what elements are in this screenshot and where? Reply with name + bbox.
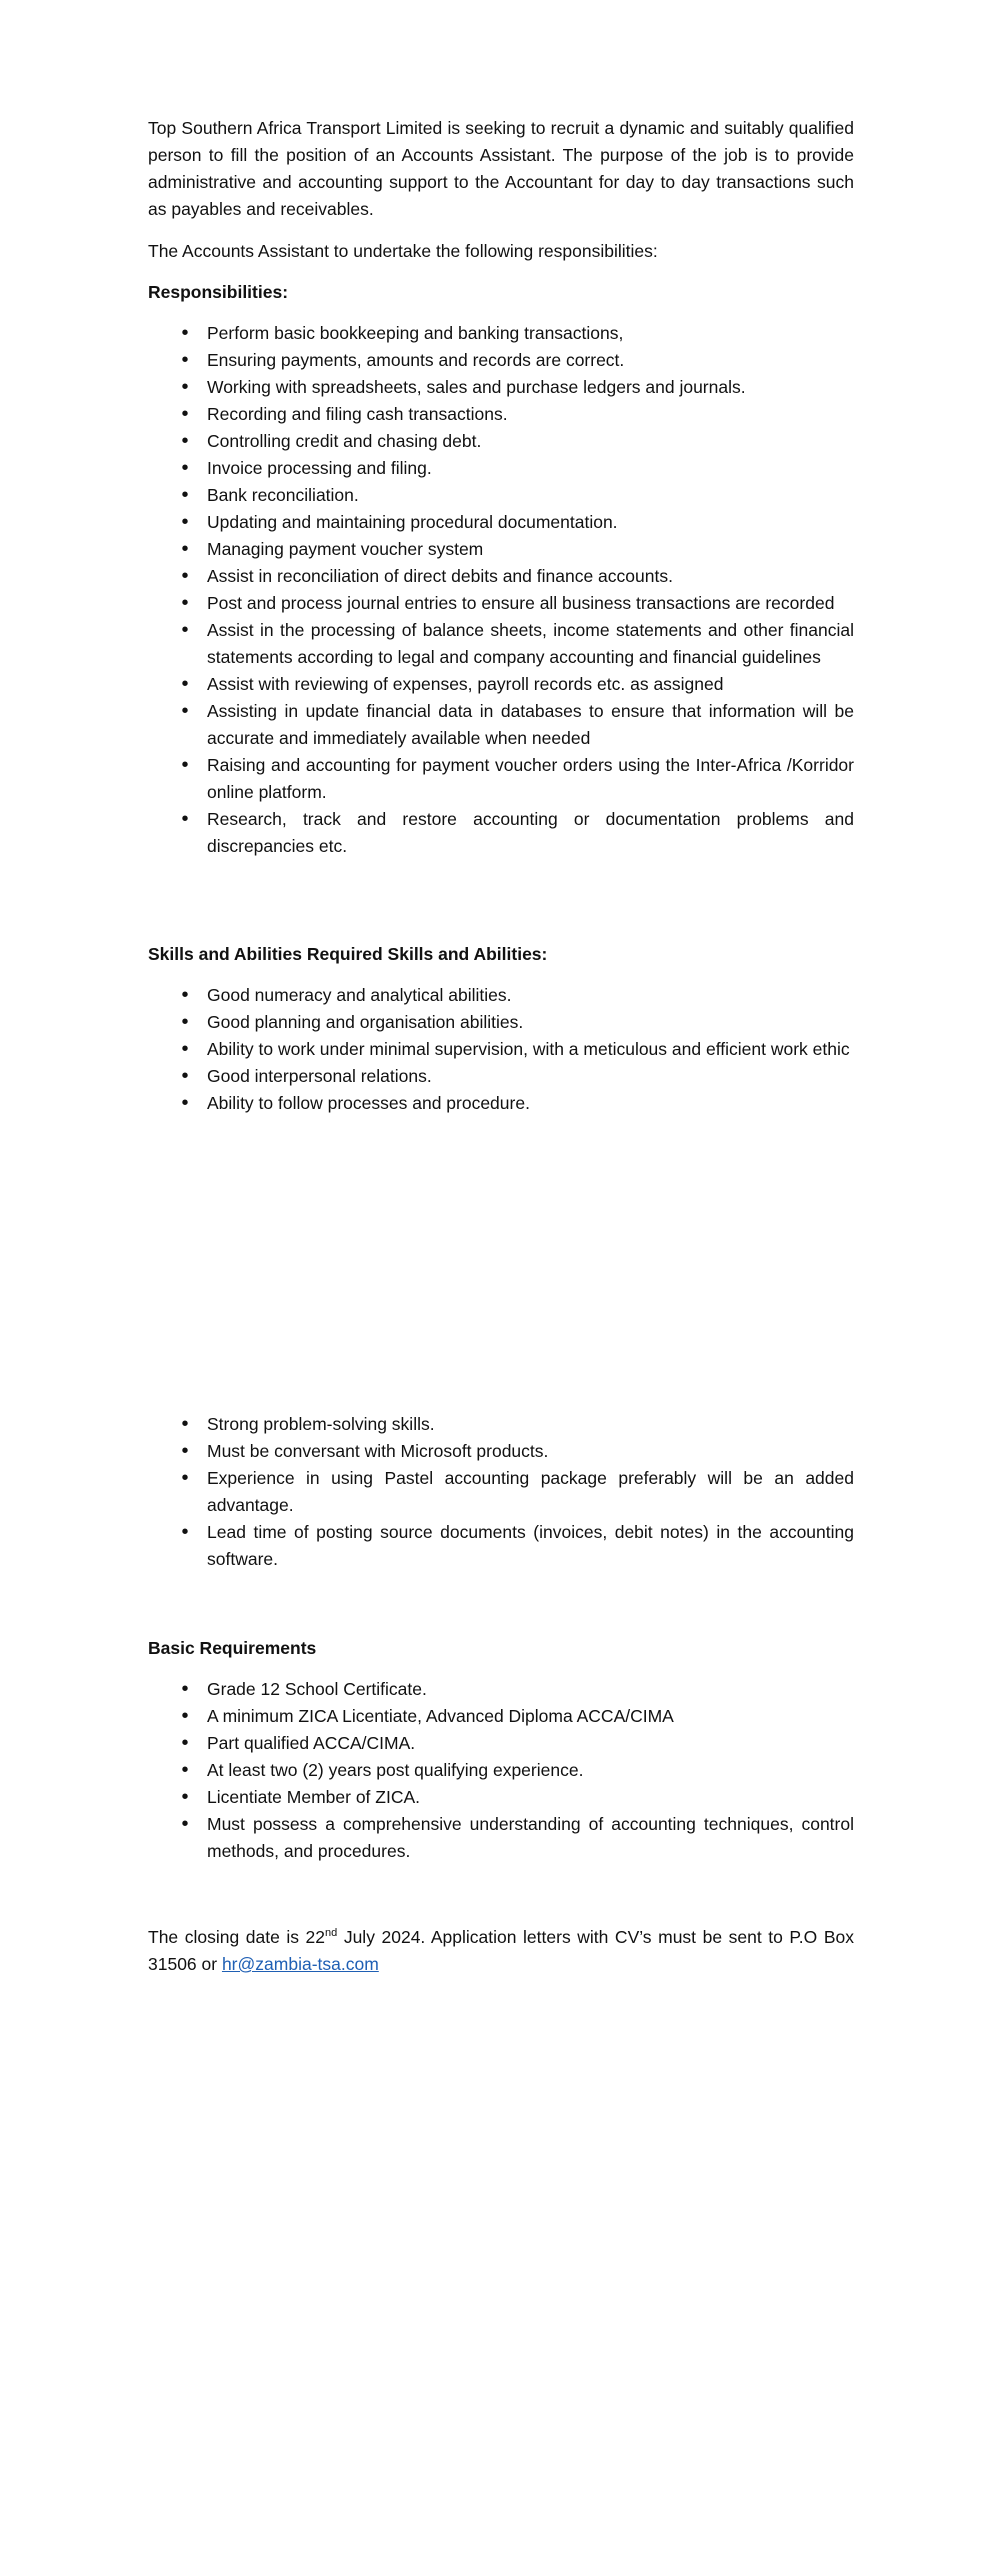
bullet-icon (178, 671, 192, 698)
bullet-icon (178, 1438, 192, 1465)
bullet-icon (178, 347, 192, 374)
list-item-text: Raising and accounting for payment voucher orders using the Inter-Africa /Korridor online platform. (207, 755, 854, 802)
intro-section (148, 115, 854, 223)
bullet-icon (178, 482, 192, 509)
skills-section-continued (148, 1411, 854, 1573)
list-item (148, 482, 854, 509)
list-item-text: Bank reconciliation. (207, 485, 359, 505)
list-item (148, 1784, 854, 1811)
list-item (148, 1009, 854, 1036)
list-item-text: Managing payment voucher system (207, 539, 484, 559)
list-item-text: Must be conversant with Microsoft products. (207, 1441, 549, 1461)
closing-text-end: July 2024. Application letters with CV’s must be sent to P.O Box 31506 or (148, 1927, 854, 1974)
list-item-text: At least two (2) years post qualifying experience. (207, 1760, 584, 1780)
list-item-text: Controlling credit and chasing debt. (207, 431, 482, 451)
list-item-text: Assisting in update financial data in databases to ensure that information will be accurate and immediately available when needed (207, 701, 854, 748)
bullet-icon (178, 752, 192, 779)
list-item (148, 347, 854, 374)
requirements-list (148, 1676, 854, 1865)
bullet-icon (178, 1757, 192, 1784)
list-item-text: Lead time of posting source documents (invoices, debit notes) in the accounting software. (207, 1522, 854, 1569)
list-item (148, 374, 854, 401)
list-item (148, 752, 854, 806)
skills-heading: Skills and Abilities Required Skills and Abilities: (148, 944, 548, 964)
list-item-text: Ensuring payments, amounts and records are correct. (207, 350, 625, 370)
list-item (148, 1438, 854, 1465)
bullet-icon (178, 590, 192, 617)
list-item-text: Invoice processing and filing. (207, 458, 432, 478)
bullet-icon (178, 617, 192, 644)
list-item-text: Must possess a comprehensive understanding of accounting techniques, control methods, and procedures. (207, 1814, 854, 1861)
skills-list-continued (148, 1411, 854, 1573)
list-item (148, 1063, 854, 1090)
list-item (148, 982, 854, 1009)
list-item-text: Experience in using Pastel accounting package preferably will be an added advantage. (207, 1468, 854, 1515)
requirements-section (148, 1635, 854, 1865)
list-item (148, 1519, 854, 1573)
list-item-text: Part qualified ACCA/CIMA. (207, 1733, 416, 1753)
list-item-text: Strong problem-solving skills. (207, 1414, 435, 1434)
bullet-icon (178, 1519, 192, 1546)
list-item (148, 1730, 854, 1757)
bullet-icon (178, 320, 192, 347)
intro-lead-text: The Accounts Assistant to undertake the following responsibilities: (148, 241, 658, 261)
bullet-icon (178, 1411, 192, 1438)
closing-text-start: The closing date is 22 (148, 1927, 326, 1947)
bullet-icon (178, 698, 192, 725)
list-item-text: Grade 12 School Certificate. (207, 1679, 427, 1699)
bullet-icon (178, 428, 192, 455)
bullet-icon (178, 1811, 192, 1838)
closing-paragraph (148, 1924, 854, 1978)
requirements-heading: Basic Requirements (148, 1638, 317, 1658)
intro-paragraph: Top Southern Africa Transport Limited is seeking to recruit a dynamic and suitably qualified person to fill the position of an Accounts Assistant. The purpose of the job is to provide administrative and accounting support to the Accountant for day to day transactions such as payables and receivables. (148, 118, 854, 219)
list-item (148, 671, 854, 698)
list-item (148, 563, 854, 590)
list-item (148, 1703, 854, 1730)
list-item-text: Research, track and restore accounting or documentation problems and discrepancies etc. (207, 809, 854, 856)
list-item (148, 698, 854, 752)
bullet-icon (178, 1036, 192, 1063)
bullet-icon (178, 1063, 192, 1090)
list-item (148, 401, 854, 428)
bullet-icon (178, 536, 192, 563)
bullet-icon (178, 982, 192, 1009)
bullet-icon (178, 1703, 192, 1730)
list-item (148, 1411, 854, 1438)
closing-section (148, 1924, 854, 1978)
list-item (148, 806, 854, 860)
list-item (148, 428, 854, 455)
list-item-text: Ability to follow processes and procedure. (207, 1093, 530, 1113)
list-item-text: Licentiate Member of ZICA. (207, 1787, 420, 1807)
bullet-icon (178, 1465, 192, 1492)
list-item-text: Assist in reconciliation of direct debits and finance accounts. (207, 566, 673, 586)
list-item-text: A minimum ZICA Licentiate, Advanced Diploma ACCA/CIMA (207, 1706, 674, 1726)
list-item-text: Updating and maintaining procedural documentation. (207, 512, 618, 532)
list-item (148, 1090, 854, 1117)
list-item (148, 1757, 854, 1784)
list-item-text: Perform basic bookkeeping and banking transactions, (207, 323, 624, 343)
list-item (148, 1465, 854, 1519)
bullet-icon (178, 401, 192, 428)
list-item (148, 1676, 854, 1703)
list-item (148, 590, 854, 617)
list-item-text: Recording and filing cash transactions. (207, 404, 508, 424)
list-item (148, 509, 854, 536)
list-item (148, 1811, 854, 1865)
bullet-icon (178, 374, 192, 401)
intro-lead-section (148, 238, 854, 265)
list-item-text: Good planning and organisation abilities. (207, 1012, 524, 1032)
list-item-text: Ability to work under minimal supervision, with a meticulous and efficient work ethic (207, 1039, 850, 1059)
list-item (148, 1036, 854, 1063)
bullet-icon (178, 1009, 192, 1036)
skills-list (148, 982, 854, 1117)
bullet-icon (178, 1730, 192, 1757)
bullet-icon (178, 455, 192, 482)
responsibilities-heading: Responsibilities: (148, 282, 289, 302)
list-item (148, 536, 854, 563)
bullet-icon (178, 1784, 192, 1811)
list-item (148, 320, 854, 347)
bullet-icon (178, 563, 192, 590)
list-item-text: Post and process journal entries to ensure all business transactions are recorded (207, 593, 835, 613)
responsibilities-list (148, 320, 854, 860)
list-item (148, 617, 854, 671)
bullet-icon (178, 806, 192, 833)
bullet-icon (178, 1090, 192, 1117)
bullet-icon (178, 509, 192, 536)
skills-section (148, 941, 854, 1117)
bullet-icon (178, 1676, 192, 1703)
email-link[interactable]: hr@zambia-tsa.com (221, 1954, 379, 1974)
responsibilities-section (148, 279, 854, 860)
list-item-text: Assist in the processing of balance sheets, income statements and other financial statements according to legal and company accounting and financial guidelines (207, 620, 854, 667)
list-item-text: Good interpersonal relations. (207, 1066, 432, 1086)
list-item (148, 455, 854, 482)
date-ordinal-suffix: nd (325, 1927, 338, 1939)
list-item-text: Working with spreadsheets, sales and purchase ledgers and journals. (207, 377, 746, 397)
list-item-text: Good numeracy and analytical abilities. (207, 985, 512, 1005)
list-item-text: Assist with reviewing of expenses, payroll records etc. as assigned (207, 674, 724, 694)
